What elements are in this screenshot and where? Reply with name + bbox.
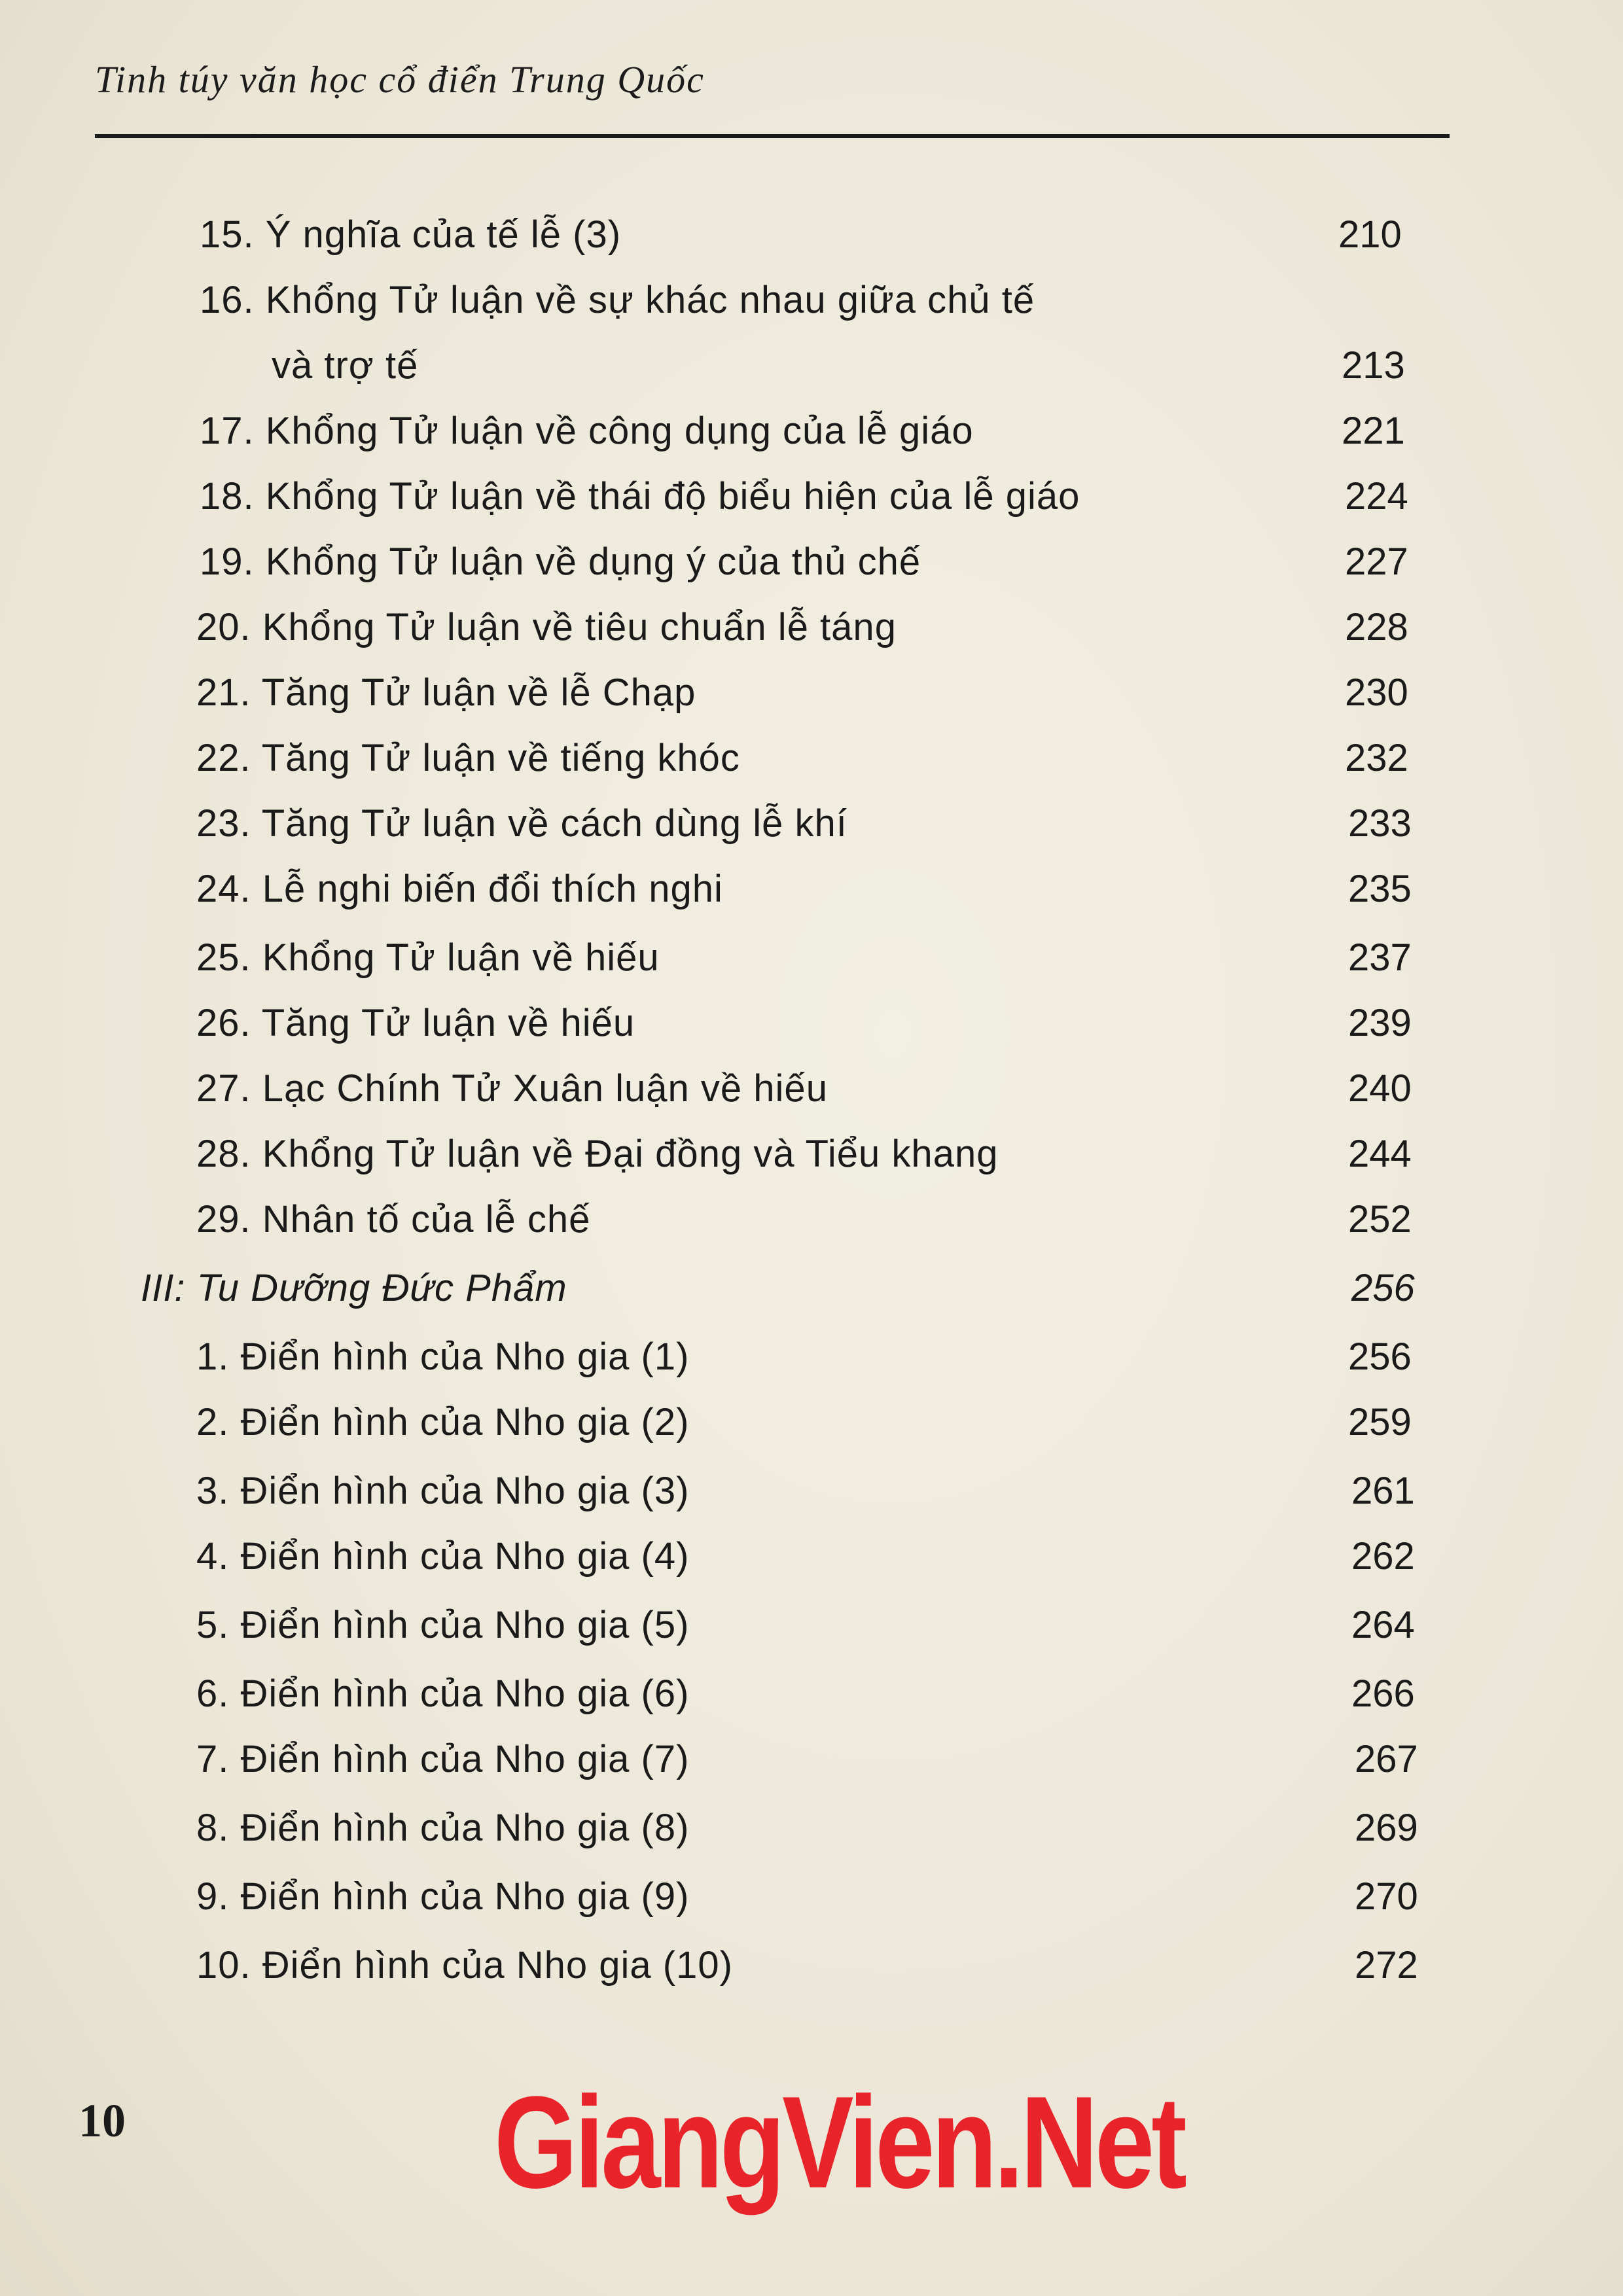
toc-title: 15. Ý nghĩa của tế lễ (3) xyxy=(200,213,622,256)
toc-title: 22. Tăng Tử luận về tiếng khóc xyxy=(196,737,740,779)
toc-page: 266 xyxy=(1351,1672,1415,1715)
toc-title: 8. Điển hình của Nho gia (8) xyxy=(196,1807,690,1849)
toc-page: 213 xyxy=(1342,344,1405,387)
toc-page: 244 xyxy=(1348,1133,1412,1175)
toc-title: 7. Điển hình của Nho gia (7) xyxy=(196,1738,690,1780)
toc-title: 20. Khổng Tử luận về tiêu chuẩn lễ táng xyxy=(196,606,897,648)
toc-title: 18. Khổng Tử luận về thái độ biểu hiện của lễ giáo xyxy=(200,475,1080,518)
toc-page: 210 xyxy=(1338,213,1402,256)
toc-page: 227 xyxy=(1345,540,1408,583)
toc-page: 237 xyxy=(1348,936,1412,979)
toc-page: 269 xyxy=(1355,1807,1418,1849)
toc-title: 3. Điển hình của Nho gia (3) xyxy=(196,1470,690,1512)
toc-title: 19. Khổng Tử luận về dụng ý của thủ chế xyxy=(200,540,921,583)
toc-title: 27. Lạc Chính Tử Xuân luận về hiếu xyxy=(196,1067,828,1110)
toc-page: 228 xyxy=(1345,606,1408,648)
toc-title: 2. Điển hình của Nho gia (2) xyxy=(196,1401,690,1443)
page-number: 10 xyxy=(79,2094,126,2147)
toc-page: 224 xyxy=(1345,475,1408,518)
toc-section-page: 256 xyxy=(1351,1267,1415,1309)
toc-page: 221 xyxy=(1342,410,1405,452)
toc-title: 1. Điển hình của Nho gia (1) xyxy=(196,1335,690,1378)
toc-page: 240 xyxy=(1348,1067,1412,1110)
toc-page: 267 xyxy=(1355,1738,1418,1780)
toc-page: 256 xyxy=(1348,1335,1412,1378)
toc-page: 233 xyxy=(1348,802,1412,845)
toc-title: 25. Khổng Tử luận về hiếu xyxy=(196,936,660,979)
toc-title: 17. Khổng Tử luận về công dụng của lễ giáo xyxy=(200,410,974,452)
toc-title: và trợ tế xyxy=(272,344,419,387)
running-head: Tinh túy văn học cổ điển Trung Quốc xyxy=(95,58,705,101)
toc-title: 5. Điển hình của Nho gia (5) xyxy=(196,1604,690,1646)
toc-title: 29. Nhân tố của lễ chế xyxy=(196,1198,591,1241)
toc-section-title: III: Tu Dưỡng Đức Phẩm xyxy=(141,1267,567,1309)
toc-page: 264 xyxy=(1351,1604,1415,1646)
watermark-text: GiangVien.Net xyxy=(494,2070,1184,2216)
toc-page: 261 xyxy=(1351,1470,1415,1512)
toc-page: 272 xyxy=(1355,1944,1418,1987)
toc-title: 9. Điển hình của Nho gia (9) xyxy=(196,1875,690,1918)
toc-title: 4. Điển hình của Nho gia (4) xyxy=(196,1535,690,1578)
toc-title: 10. Điển hình của Nho gia (10) xyxy=(196,1944,733,1987)
toc-title: 28. Khổng Tử luận về Đại đồng và Tiểu khang xyxy=(196,1133,999,1175)
toc-title: 6. Điển hình của Nho gia (6) xyxy=(196,1672,690,1715)
toc-page: 252 xyxy=(1348,1198,1412,1241)
toc-title: 26. Tăng Tử luận về hiếu xyxy=(196,1002,635,1044)
toc-page: 239 xyxy=(1348,1002,1412,1044)
toc-page: 270 xyxy=(1355,1875,1418,1918)
toc-page: 262 xyxy=(1351,1535,1415,1578)
toc-title: 23. Tăng Tử luận về cách dùng lễ khí xyxy=(196,802,847,845)
toc-page: 259 xyxy=(1348,1401,1412,1443)
toc-page: 232 xyxy=(1345,737,1408,779)
toc-title: 24. Lễ nghi biến đổi thích nghi xyxy=(196,868,723,910)
toc-title: 16. Khổng Tử luận về sự khác nhau giữa chủ tế xyxy=(200,279,1035,321)
toc-page: 230 xyxy=(1345,671,1408,714)
toc-page: 235 xyxy=(1348,868,1412,910)
toc-title: 21. Tăng Tử luận về lễ Chạp xyxy=(196,671,696,714)
